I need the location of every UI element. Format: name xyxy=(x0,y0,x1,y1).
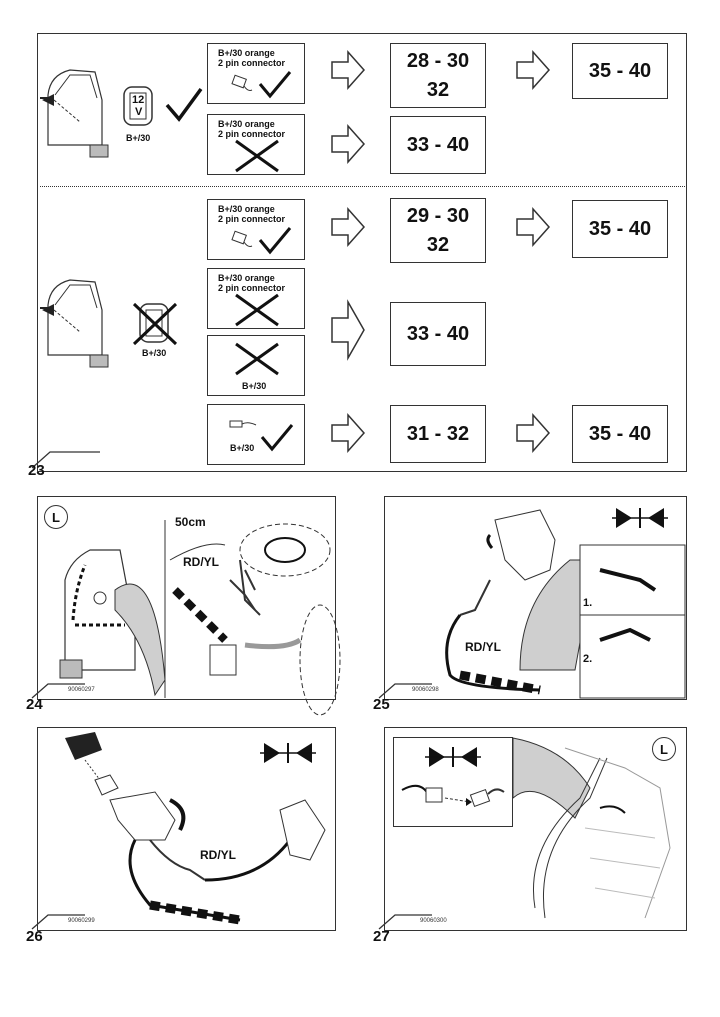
car-rear-illustration-2 xyxy=(40,270,110,370)
wire-color-label: RD/YL xyxy=(200,848,236,862)
code-box-row2-c: 31 - 32 xyxy=(390,405,486,463)
b30-label: B+/30 xyxy=(242,381,267,391)
connector-crimp-illustration xyxy=(400,500,685,698)
step-27-number: 27 xyxy=(373,928,390,945)
fuse-b30-label-2: B+/30 xyxy=(142,348,167,358)
b30-label: B+/30 xyxy=(230,443,255,453)
code-box-row2-no: 33 - 40 xyxy=(390,302,486,366)
cross-icon xyxy=(232,293,282,327)
arrow-icon xyxy=(330,50,366,90)
figure-code: 90060300 xyxy=(420,918,447,924)
connector-icon xyxy=(230,230,254,252)
left-side-badge: L xyxy=(44,505,68,529)
fuse-v-text: V xyxy=(135,106,143,118)
check-icon xyxy=(258,226,292,256)
step-25-number: 25 xyxy=(373,696,390,713)
fuse-12-text: 12 xyxy=(132,94,145,106)
connector-icon xyxy=(230,74,254,96)
arrow-icon xyxy=(330,413,366,453)
check-icon xyxy=(260,423,294,453)
connector-assembly-illustration xyxy=(40,730,334,929)
figure-code: 90060298 xyxy=(412,687,439,693)
arrow-icon xyxy=(515,413,551,453)
figure-code: 90060297 xyxy=(68,687,95,693)
check-icon xyxy=(258,70,292,100)
section-divider xyxy=(40,186,685,187)
arrow-icon xyxy=(515,207,551,247)
fuse-crossed-icon xyxy=(130,300,180,350)
connector-box-1: B+/30 orange 2 pin connector xyxy=(207,43,305,104)
code-box-row2-d: 35 - 40 xyxy=(572,405,668,463)
connector-box-3: B+/30 orange 2 pin connector xyxy=(207,199,305,260)
arrow-icon xyxy=(330,300,366,360)
arrow-icon xyxy=(515,50,551,90)
code-box-row1-b: 35 - 40 xyxy=(572,43,668,99)
connector-box-6 xyxy=(207,404,305,465)
car-rear-illustration-1 xyxy=(40,60,110,160)
step-24-number: 24 xyxy=(26,696,43,713)
wire-icon xyxy=(228,417,258,433)
code-box-row1-a: 28 - 30 32 xyxy=(390,43,486,108)
left-side-badge: L xyxy=(652,737,676,761)
cross-icon xyxy=(232,342,282,376)
wire-color-label: RD/YL xyxy=(465,640,501,654)
substep-2: 2. xyxy=(583,653,593,665)
connector-box-4: B+/30 orange 2 pin connector xyxy=(207,268,305,329)
cross-icon xyxy=(232,139,282,173)
code-box-row1-no: 33 - 40 xyxy=(390,116,486,174)
wire-length-label: 50cm xyxy=(175,515,206,529)
figure-code: 90060299 xyxy=(68,918,95,924)
substep-1: 1. xyxy=(583,597,593,609)
code-box-row2-b: 35 - 40 xyxy=(572,200,668,258)
connector-box-5 xyxy=(207,335,305,396)
arrow-icon xyxy=(330,124,366,164)
check-icon xyxy=(165,85,205,125)
connector-mating-icon xyxy=(400,780,510,820)
crimp-symbol-icon xyxy=(425,745,481,769)
car-interior-illustration xyxy=(45,520,335,698)
connector-box-2: B+/30 orange 2 pin connector xyxy=(207,114,305,175)
step-26-number: 26 xyxy=(26,928,43,945)
code-box-row2-a: 29 - 30 32 xyxy=(390,198,486,263)
step-23-number: 23 xyxy=(28,462,45,479)
arrow-icon xyxy=(330,207,366,247)
wire-color-label: RD/YL xyxy=(183,555,219,569)
fuse-b30-label-1: B+/30 xyxy=(126,133,151,143)
